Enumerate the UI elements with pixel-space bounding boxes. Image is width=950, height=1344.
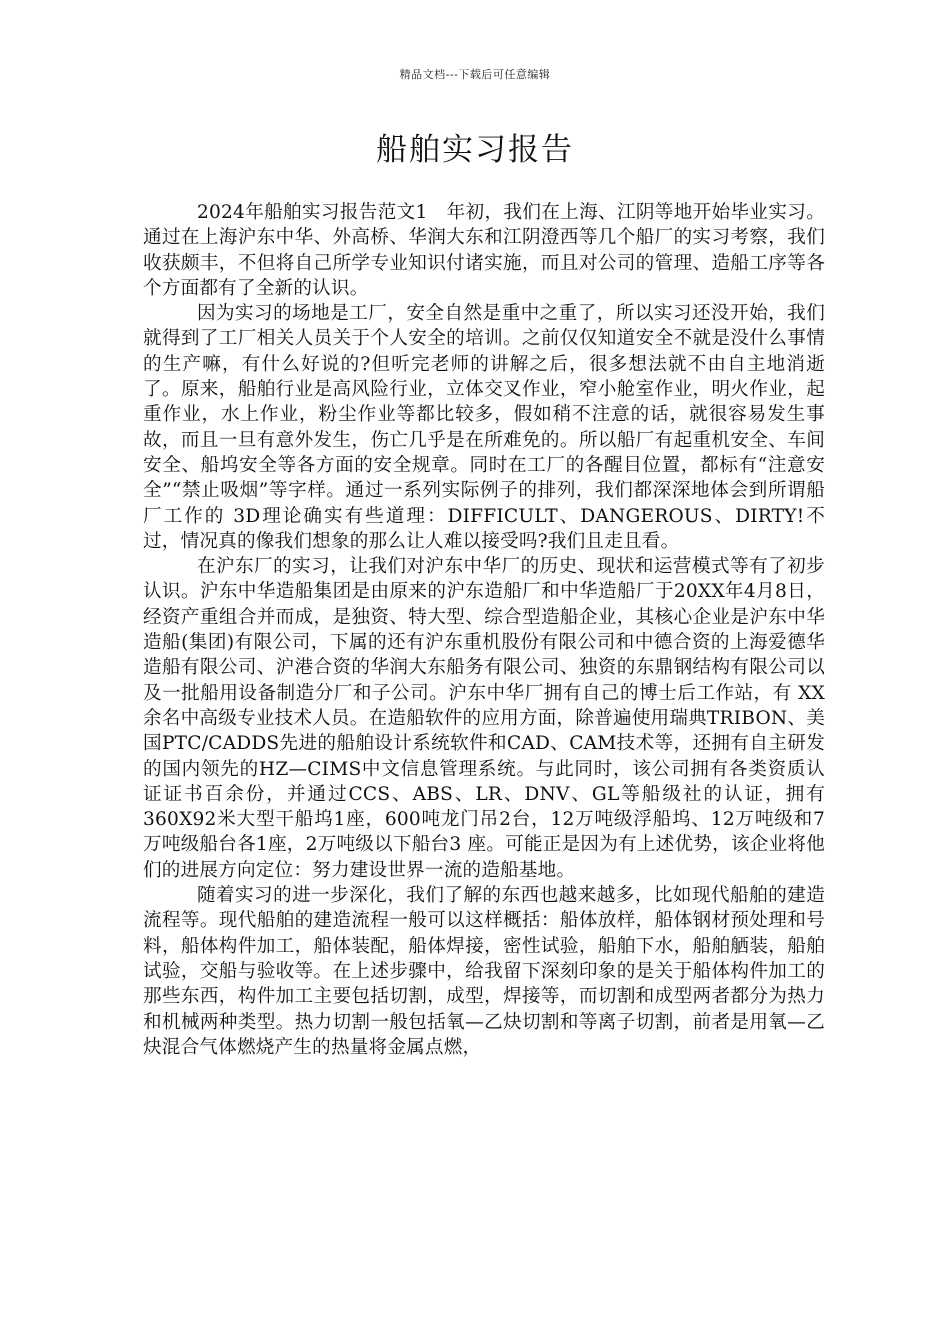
paragraph-2: 因为实习的场地是工厂，安全自然是重中之重了，所以实习还没开始，我们就得到了工厂相关人员关于个人安全的培训。之前仅仅知道安全不就是没什么事情的生产嘛，有什么好说的?但听完老师的讲解之后，很多想法就不由自主地消逝了。原来，船舶行业是高风险行业，立体交叉作业，窄小舱室作业，明火作业，起重作业，水上作业，粉尘作业等都比较多，假如稍不注意的话，就很容易发生事故，而且一旦有意外发生，伤亡几乎是在所难免的。所以船厂有起重机安全、车间安全、船坞安全等各方面的安全规章。同时在工厂的各醒目位置，都标有“注意安全”“禁止吸烟”等字样。通过一系列实际例子的排列，我们都深深地体会到所谓船厂工作的 3D理论确实有些道理：DIFFICULT、DANGEROUS、DIRTY!不过，情况真的像我们想象的那么让人难以接受吗?我们且走且看。 [143, 303, 825, 552]
paragraph-3: 在沪东厂的实习，让我们对沪东中华厂的历史、现状和运营模式等有了初步认识。沪东中华造船集团是由原来的沪东造船厂和中华造船厂于20XX年4月8日，经资产重组合并而成，是独资、特大型、综合型造船企业，其核心企业是沪东中华造船(集团)有限公司，下属的还有沪东重机股份有限公司和中德合资的上海爱德华造船有限公司、沪港合资的华润大东船务有限公司、独资的东鼎钢结构有限公司以及一批船用设备制造分厂和子公司。沪东中华厂拥有自己的博士后工作站，有 XX余名中高级专业技术人员。在造船软件的应用方面，除普遍使用瑞典TRIBON、美国PTC/CADDS先进的船舶设计系统软件和CAD、CAM技术等，还拥有自主研发的国内领先的HZ—CIMS中文信息管理系统。与此同时，该公司拥有各类资质认证证书百余份，并通过CCS、ABS、LR、DNV、GL等船级社的认证，拥有360X92米大型干船坞1座，600吨龙门吊2台，12万吨级浮船坞、12万吨级和7万吨级船台各1座，2万吨级以下船台3 座。可能正是因为有上述优势，该企业将他们的进展方向定位：努力建设世界一流的造船基地。 [143, 556, 825, 881]
page-header: 精品文档---下载后可任意编辑 [399, 68, 551, 81]
paragraph-4: 随着实习的进一步深化，我们了解的东西也越来越多，比如现代船舶的建造流程等。现代船舶的建造流程一般可以这样概括：船体放样，船体钢材预处理和号料，船体构件加工，船体装配，船体焊接，密性试验，船舶下水，船舶舾装，船舶试验，交船与验收等。在上述步骤中，给我留下深刻印象的是关于船体构件加工的那些东西，构件加工主要包括切割，成型，焊接等，而切割和成型两者都分为热力和机械两种类型。热力切割一般包括氧—乙炔切割和等离子切割，前者是用氧—乙炔混合气体燃烧产生的热量将金属点燃， [143, 885, 825, 1058]
document-title: 船舶实习报告 [376, 132, 574, 168]
document-body [143, 200, 825, 1060]
paragraph-1: 2024年船舶实习报告范文1 年初，我们在上海、江阴等地开始毕业实习。通过在上海沪东中华、外高桥、华润大东和江阴澄西等几个船厂的实习考察，我们收获颇丰，不但将自己所学专业知识付诸实施，而且对公司的管理、造船工序等各个方面都有了全新的认识。 [143, 202, 825, 299]
